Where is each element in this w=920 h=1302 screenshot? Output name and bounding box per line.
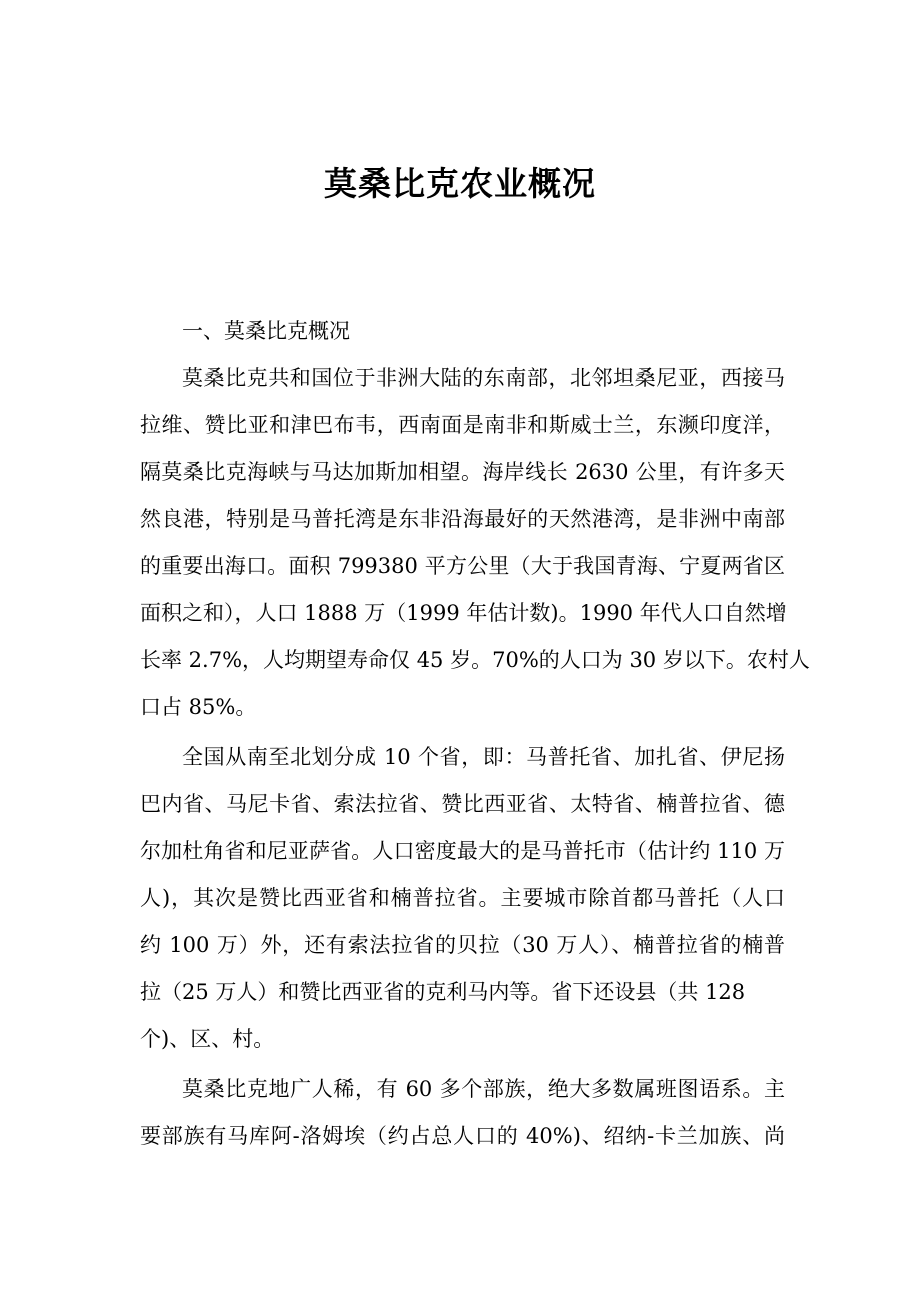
paragraph-line: 长率 2.7%，人均期望寿命仅 45 岁。70%的人口为 30 岁以下。农村人 [140,648,810,672]
paragraph-line: 拉维、赞比亚和津巴布韦，西南面是南非和斯威士兰，东濒印度洋， [140,413,785,437]
paragraph-line: 莫桑比克共和国位于非洲大陆的东南部，北邻坦桑尼亚，西接马 [182,366,785,390]
paragraph-line: 个)、区、村。 [140,1027,275,1051]
paragraph-line: 尔加杜角省和尼亚萨省。人口密度最大的是马普托市（估计约 110 万 [140,839,785,863]
paragraph-line: 然良港，特别是马普托湾是东非沿海最好的天然港湾，是非洲中南部 [140,507,785,531]
paragraph-line: 的重要出海口。面积 799380 平方公里（大于我国青海、宁夏两省区 [140,554,785,578]
paragraph-1 [140,355,810,731]
document-title: 莫桑比克农业概况 [324,164,596,203]
paragraph-line: 口占 85%。 [140,695,257,719]
paragraph-line: 巴内省、马尼卡省、索法拉省、赞比西亚省、太特省、楠普拉省、德 [140,792,785,816]
document-body [140,308,810,1160]
paragraph-line: 人)，其次是赞比西亚省和楠普拉省。主要城市除首都马普托（人口 [140,886,785,910]
paragraph-line: 拉（25 万人）和赞比西亚省的克利马内等。省下还设县（共 128 [140,980,746,1004]
paragraph-3 [140,1066,785,1160]
paragraph-2 [140,734,785,1063]
paragraph-line: 隔莫桑比克海峡与马达加斯加相望。海岸线长 2630 公里，有许多天 [140,460,785,484]
paragraph-line: 要部族有马库阿-洛姆埃（约占总人口的 40%)、绍纳-卡兰加族、尚 [140,1124,785,1148]
section-heading: 一、莫桑比克概况 [182,319,350,343]
paragraph-line: 约 100 万）外，还有索法拉省的贝拉（30 万人）、楠普拉省的楠普 [140,933,785,957]
paragraph-line: 面积之和），人口 1888 万（1999 年估计数)。1990 年代人口自然增 [140,601,787,625]
paragraph-line: 全国从南至北划分成 10 个省，即：马普托省、加扎省、伊尼扬 [182,745,785,769]
paragraph-line: 莫桑比克地广人稀，有 60 多个部族，绝大多数属班图语系。主 [182,1077,785,1101]
